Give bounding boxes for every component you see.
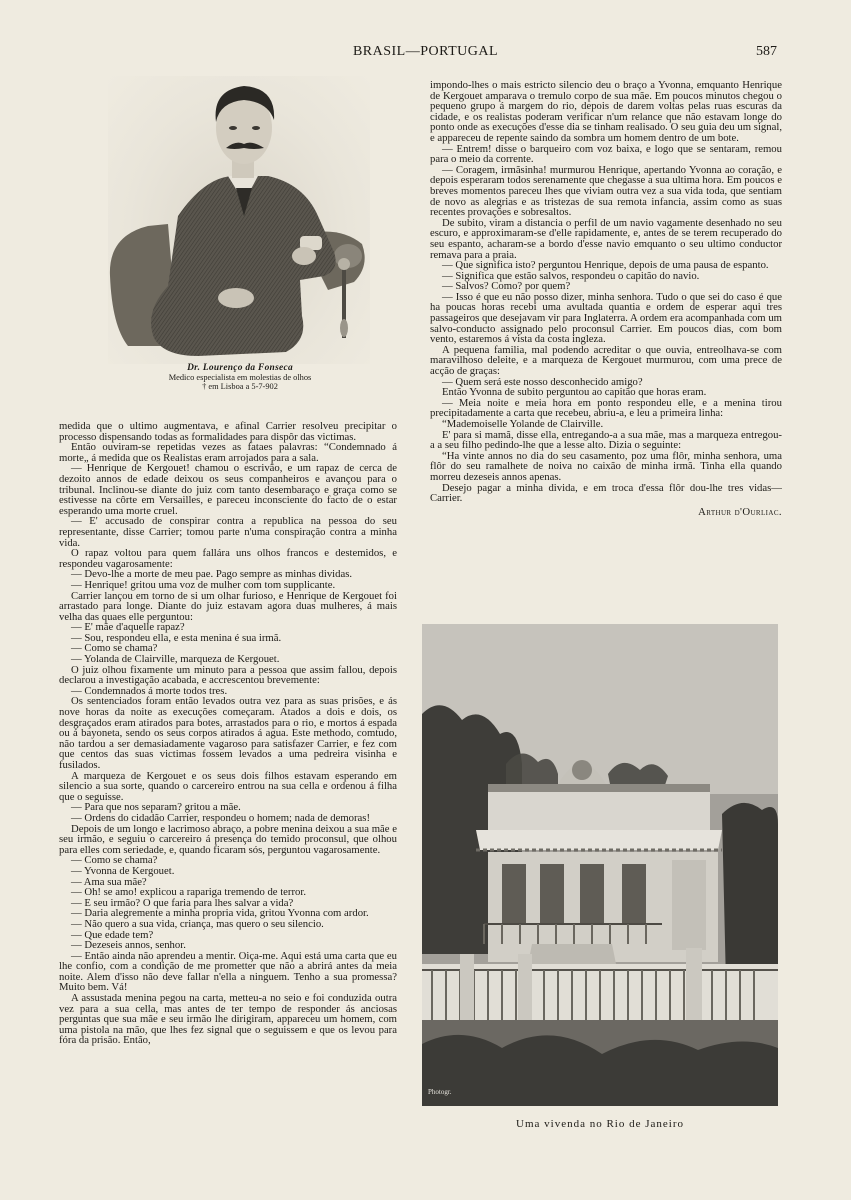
paragraph: “Mademoiselle Yolande de Clairville. xyxy=(442,418,604,430)
paragraph: — Sou, respondeu ella, e esta menina é sua irmã. xyxy=(71,631,282,644)
author-signature: Arthur d'Ourliac. xyxy=(698,505,782,518)
paragraph: — Que edade tem? xyxy=(71,928,154,941)
paragraph: — Para que nos separam? gritou a mãe. xyxy=(71,801,241,814)
paragraph: — Meia noite e meia hora em ponto respondeu elle, e a menina tirou precipitadamente a carta que recebeu, abriu-a, e leu a primeira linha: xyxy=(430,396,782,420)
paragraph: O rapaz voltou para quem fallára uns olhos francos e destemidos, e respondeu vagarosamente: xyxy=(59,547,397,570)
paragraph: — E' mãe d'aquelle rapaz? xyxy=(71,621,185,634)
portrait-caption-line-1: Medico especialista em molestias de olhos xyxy=(168,373,312,383)
house-photo xyxy=(422,624,778,1106)
paragraph: — Coragem, irmãsinha! murmurou Henrique, apertando Yvonna ao coração, e depois esperaram todos serenamente que chegasse a sua ultima hora. Em poucos e breves momentos pareceu lhes que viviam outra vez a sua vida toda, que sentiam de novo as alegrias e as tristezas de sua remota infancia, assim como as suas recentes provações e sobresaltos. xyxy=(430,163,782,219)
paragraph: — Ama sua mãe? xyxy=(71,875,147,888)
paragraph: — Não quero a sua vida, criança, mas quero o seu silencio. xyxy=(71,917,324,930)
running-title: BRASIL—PORTUGAL xyxy=(352,44,499,59)
paragraph: A pequena familia, mal podendo acreditar o que ouvia, entreolhava-se com maravilhoso deleite, e a marqueza de Kergouet murmurou, com uma prece de acção de graças: xyxy=(430,343,782,378)
paragraph: — Significa que estão salvos, respondeu o capitão do navio. xyxy=(442,269,700,282)
portrait-caption xyxy=(100,364,380,392)
paragraph: A assustada menina pegou na carta, metteu-a no seio e foi conduzida outra vez para a sua cella, mas antes de ter tempo de responder ás anciosas perguntas que sua mãe e seu irmão lhe dirigiram, appareceu um homem, com uma pistola na mão, que lhes fez signal que o seguissem e que os levou para fóra da prisão. Então, xyxy=(59,992,397,1047)
portrait-illustration xyxy=(108,76,370,364)
paragraph: — Daria alegremente a minha propria vida, gritou Yvonna com ardor. xyxy=(71,907,369,920)
paragraph: — E' accusado de conspirar contra a republica na pessoa do seu representante, disse Carrier; tomou parte n'uma conspiração contra a minha vida. xyxy=(59,515,397,549)
paragraph: — Devo-lhe a morte de meu pae. Pago sempre as minhas dividas. xyxy=(71,568,353,581)
paragraph: — Que significa isto? perguntou Henrique, depois de uma pausa de espanto. xyxy=(442,259,769,272)
left-text-column xyxy=(59,421,397,1046)
paragraph: — Quem será este nosso desconhecido amigo? xyxy=(442,375,643,388)
paragraph: — Henrique! gritou uma voz de mulher com tom supplicante. xyxy=(71,578,336,591)
paragraph: O juiz olhou fixamente um minuto para a pessoa que assim fallou, depois declarou a investigação acabada, e accrescentou brevemente: xyxy=(59,663,397,687)
paragraph: — E seu irmão? O que faria para lhes salvar a vida? xyxy=(71,896,294,909)
paragraph: — Salvos? Como? por quem? xyxy=(442,280,571,293)
paragraph: — Oh! se amo! explicou a rapariga tremendo de terror. xyxy=(71,886,307,899)
paragraph: — Ordens do cidadão Carrier, respondeu o homem; nada de demoras! xyxy=(71,811,371,824)
photo-credit: Photogr. xyxy=(428,1088,452,1096)
paragraph: — Yvonna de Kergouet. xyxy=(71,864,175,877)
portrait-caption-line-2: † em Lisboa a 5-7-902 xyxy=(202,382,278,392)
paragraph: “Ha vinte annos no dia do seu casamento, poz uma flôr, minha senhora, uma flôr do seu ramalhete de noiva no caixão de minha irmã. Tinha ella quando morreu dezeseis annos apenas. xyxy=(430,449,782,483)
right-text-column xyxy=(430,80,782,517)
paragraph: — Dezeseis annos, senhor. xyxy=(71,939,186,952)
paragraph: Então Yvonna de subito perguntou ao capitão que horas eram. xyxy=(442,386,707,399)
paragraph: E' para si mamã, disse ella, entregando-a a sua mãe, mas a marqueza entregou-a a seu filho pedindo-lhe que a lesse alto. Dizia o seguinte: xyxy=(430,428,782,452)
paragraph: Os sentenciados foram então levados outra vez para as suas prisões, e ás nove horas da noite as execuções começaram. Atados a dois e dois, os desgraçados eram atirados para botes, arrastados para o rio, e mortos á espada ou á bayoneta, sendo os seus corpos atirados á agua. Este methodo, comtudo, não tardou a ser demasiadamente vagaroso para satisfazer Carrier, e fez com que centos das suas victimas fossem levados a uma pedreira visinha e fusilados. xyxy=(59,695,397,771)
paragraph: — Condemnados á morte todos tres. xyxy=(71,684,228,697)
paragraph: A marqueza de Kergouet e os seus dois filhos estavam esperando em silencio a sua sorte, quando o carcereiro entrou na sua cella e ordenou á filha que o seguisse. xyxy=(59,769,397,803)
paragraph: medida que o ultimo augmentava, e afinal Carrier resolveu precipitar o processo dispensando todas as formalidades para dispôr das victimas. xyxy=(59,420,397,443)
paragraph: — Como se chama? xyxy=(71,854,158,867)
paragraph: De subito, viram a distancia o perfil de um navio vagamente desenhado no seu escuro, e approximaram-se d'elle rapidamente, e, antes de se terem recuperado do seu espanto, acharam-se a bordo d'esse navio emquanto o seu ultimo conductor remava para a praia. xyxy=(430,216,782,261)
page-number: 587 xyxy=(756,44,777,59)
paragraph: Então ouviram-se repetidas vezes as fataes palavras: “Condemnado á morte„ á medida que os Realistas eram arrojados para a sala. xyxy=(59,441,397,464)
paragraph: — Entrem! disse o barqueiro com voz baixa, e logo que se sentaram, remou para o meio da corrente. xyxy=(430,142,782,166)
paragraph: impondo-lhes o mais estricto silencio deu o braço a Yvonna, emquanto Henrique de Kergouet amparava o tremulo corpo de sua mãe. Em poucos minutos chegou o pequeno grupo á margem do rio, depois de darem voltas pelas ruas escuras da cidade, e os realistas poderam verificar n'um relance que não estavam longe do ponto onde as execuções d'esse dia se tinham realisado. O seu guia deu um signal, e appareceu de repente saindo da sombra um homem dentro de um bote. xyxy=(430,79,782,144)
paragraph: — Isso é que eu não posso dizer, minha senhora. Tudo o que sei do caso é que ha poucas horas recebi uma avultada quantia e ordem de esperar aqui tres passageiros que desejavam vir para Inglaterra. A ordem era acompanhada com um salvo-conducto assignado pelo proconsul Carrier. Em poucos dias, com bom vento, estaremos á vista da costa ingleza. xyxy=(430,290,782,346)
portrait-photo xyxy=(108,76,370,364)
house-illustration xyxy=(422,624,778,1106)
paragraph: Depois de um longo e lacrimoso abraço, a pobre menina deixou a sua mãe e seu irmão, e seguiu o carcereiro á presença do temido proconsul, que olhou para elles com seriedade, e, quando ficaram sós, perguntou vagarosamente. xyxy=(59,822,397,856)
paragraph: — Então ainda não aprendeu a mentir. Oiça-me. Aqui está uma carta que eu lhe confio, com a condição de me prometter que não a abrirá antes da meia noite. Alem d'isso não deve fallar n'ella a ninguem. Tenho a sua promessa? Muito bem. Vá! xyxy=(59,949,397,994)
paragraph: — Yolanda de Clairville, marqueza de Kergouet. xyxy=(71,653,280,666)
paragraph: — Como se chama? xyxy=(71,642,158,655)
portrait-name: Dr. Lourenço da Fonseca xyxy=(187,363,293,373)
paragraph: Desejo pagar a minha divida, e em troca d'essa flôr dou-lhe tres vidas— Carrier. xyxy=(430,481,782,505)
paragraph: — Henrique de Kergouet! chamou o escrivão, e um rapaz de cerca de dezoito annos de edade deixou os seus companheiros e avançou para o tribunal. Inclinou-se diante do juiz com tanto desembaraço e graça como se estivesse na côrte em Versailles, e pareceu inconsciente do facto de o estar esperando uma morte cruel. xyxy=(59,462,397,517)
paragraph: Carrier lançou em torno de si um olhar furioso, e Henrique de Kergouet foi arrastado para longe. Diante do juiz estavam agora duas mulheres, á mais velha das quaes elle perguntou: xyxy=(59,589,397,623)
photo-caption: Uma vivenda no Rio de Janeiro xyxy=(516,1118,684,1130)
